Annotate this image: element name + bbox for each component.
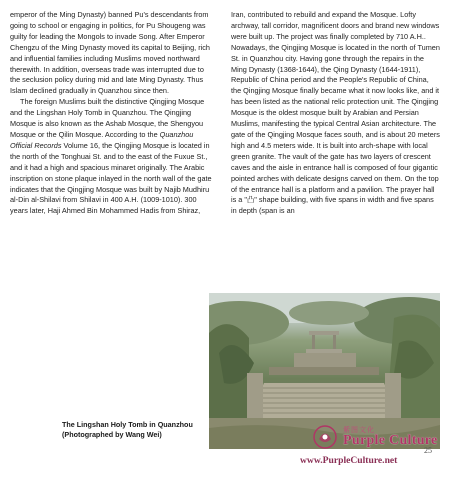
paragraph: emperor of the Ming Dynasty) banned Pu's descendants from going to school or engaging in politics, for Pu Shougeng was guilty for leading the Mongols to invade Song. After Emperor Chengzu of the Ming Dynasty moved its capital to Beijing, rich and influential families including Muslims moved northward therewith. In addition, overseas trade was interrupted due to the seclusion policy during mid and late Ming Dynasty. Thus Islam declined gradually in Quanzhou since then. — [10, 10, 210, 96]
caption-credit: (Photographed by Wang Wei) — [62, 429, 162, 439]
paragraph — [10, 97, 216, 217]
paragraph-text: The foreign Muslims built the distinctive Qingjing Mosque and the Lingshan Holy Tomb in Quanzhou. The Qingjing Mosque is also known as the Ashab Mosque, the Shengyou Mosque or the Qilin Mosque. According to the — [10, 97, 205, 139]
paragraph-text: Volume 16, the Qingjing Mosque is located in the north of the Tonghuai St. and to the east of the Fuxue St., and it had a high and spacious minaret originally. The Arabic inscription on stone plaque inlayed in the north wall of the gate indicates that the Qingjing Mosque was built by Najib Mudhiru al-Din al-Shilavi from Shilavi in 400 A.H. (1009-1010). 300 years later, Haji Ahmed Bin Mohammed Hadis from Shiraz, — [10, 140, 212, 216]
watermark-url[interactable]: www.PurpleCulture.net — [300, 455, 398, 466]
caption-title: The Lingshan Holy Tomb in Quanzhou — [62, 420, 193, 429]
left-text-column — [10, 10, 216, 217]
photo-caption — [62, 420, 212, 439]
watermark-chinese: 紫图文化 — [343, 427, 375, 434]
page-number: 25 — [424, 446, 432, 455]
book-title: Quanzhou Official Records — [10, 129, 194, 150]
purple-culture-logo-icon — [313, 425, 337, 449]
paragraph: Iran, contributed to rebuild and expand the Mosque. Lofty archway, tall corridor, magnificent doors and brand new windows were built up. The project was finally completed by 710 A.H.. Nowadays, the Qingjing Mosque is located in the north of Tumen St. in Quanzhou city. Having gone through the repairs in the Ming Dynasty (1368-1644), the Qing Dynasty (1644-1911), Republic of China period and the People's Republic of China, the Qingjing Mosque finally became what it now looks like, and it has been listed as the national relic protection unit. The Qingjing Mosque is the oldest mosque built by Arabian and Persian Muslims, manifesting the typical Central Asian architecture. The gate of the Qingjing Mosque faces south, and is about 20 meters high and 4.5 meters wide. It is built into arch-shape with local green granite. The vault of the gate has two layers of crescent caves and the aisle in entrance hall is composed of four gigantic pointed arches with delicate designs carved on them. On the top of the entrance hall is a platform and a pavilion. The prayer hall is a "凸" shape building, with five spans in width and five spans in depth (span is an — [231, 10, 440, 216]
right-text-column — [231, 10, 440, 217]
watermark-brand: Purple Culture — [343, 433, 438, 448]
